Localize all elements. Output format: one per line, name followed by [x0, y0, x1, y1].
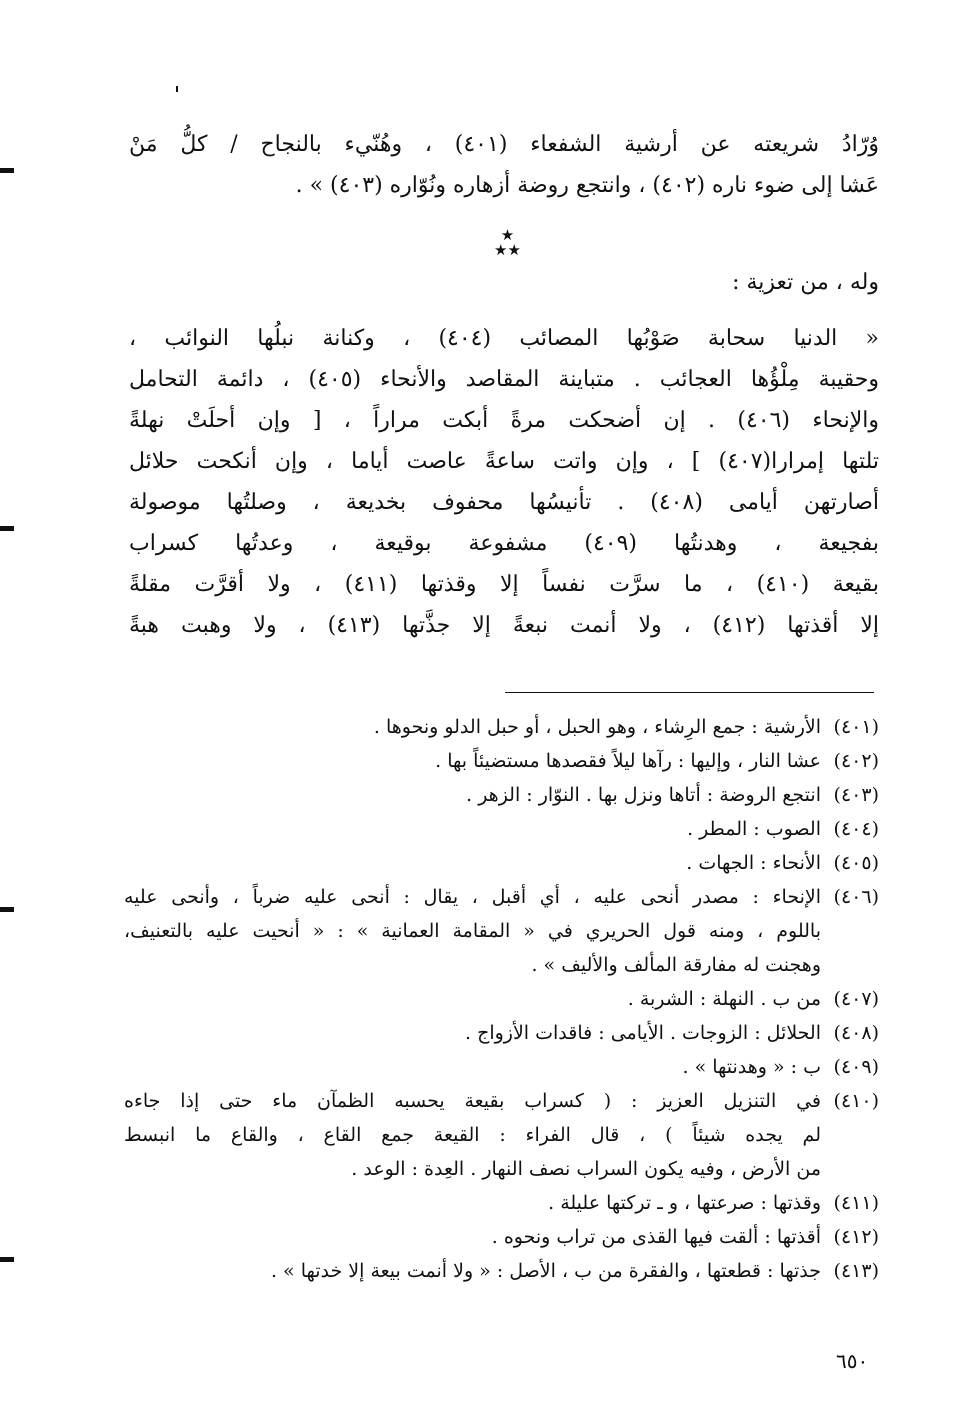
footnote-text: عشا النار ، وإليها : رآها ليلاً فقصدها مستضيئاً بها . [435, 750, 821, 772]
footnote-number: (٤٠٤) [833, 818, 879, 840]
footnote [124, 778, 879, 812]
footnote [124, 812, 879, 846]
footnote [124, 1016, 879, 1050]
footnote-number: (٤١٢) [833, 1226, 879, 1248]
footnote [124, 846, 879, 880]
paragraph-line: عَشا إلى ضوء ناره (٤٠٢) ، وانتجع روضة أزهاره ونُوّاره (٤٠٣) » . [295, 173, 879, 198]
footnote [124, 744, 879, 778]
margin-mark [0, 168, 14, 173]
paragraph-line: وحقيبة مِلْؤُها العجائب . متباينة المقاصد والأنحاء (٤٠٥) ، دائمة التحامل [129, 367, 879, 392]
margin-mark [0, 1257, 14, 1262]
footnote [124, 1220, 879, 1254]
footnote-number: (٤٠٨) [833, 1022, 879, 1044]
footnote [124, 1050, 879, 1084]
footnote [124, 982, 879, 1016]
footnote [124, 1254, 879, 1288]
paragraph-line: تلتها إمرارا(٤٠٧) ] ، وإن واتت ساعةً عاصت أياما ، وإن أنكحت حلائل [129, 449, 879, 474]
footnote-text: الحلائل : الزوجات . الأيامى : فاقدات الأزواج . [465, 1022, 821, 1044]
paragraph-line: بقيعة (٤١٠) ، ما سرَّت نفساً إلا وقذتها (٤١١) ، ولا أقرَّت مقلةً [129, 572, 879, 597]
paragraph-line: إلا أقذتها (٤١٢) ، ولا أنمت نبعةً إلا جذَّتها (٤١٣) ، ولا وهبت هبةً [129, 613, 879, 638]
footnote-number: (٤٠٧) [833, 988, 879, 1010]
footnote-text: الأنحاء : الجهات . [686, 852, 821, 874]
footnote-text: ب : « وهدنتها » . [682, 1056, 821, 1078]
main-paragraph [129, 318, 879, 646]
footnote-text: من الأرض ، وفيه يكون السراب نصف النهار . العِدة : الوعد . [351, 1158, 821, 1180]
footnote-number: (٤٠١) [833, 716, 879, 738]
margin-mark [0, 526, 14, 531]
footnote-number: (٤٠٥) [833, 852, 879, 874]
footnote [124, 710, 879, 744]
footnote-number: (٤١٠) [833, 1090, 879, 1112]
footnote-number: (٤٠٦) [833, 886, 879, 908]
footnote-number: (٤١٣) [833, 1260, 879, 1282]
footnote-text: وقذتها : صرعتها ، و ـ تركتها عليلة . [548, 1192, 821, 1214]
top-paragraph [129, 124, 879, 206]
paragraph-line: أصارتهن أيامى (٤٠٨) . تأنيسُها محفوف بخديعة ، وصلتُها موصولة [129, 490, 879, 515]
paragraph-line: « الدنيا سحابة صَوْبُها المصائب (٤٠٤) ، وكنانة نبلُها النوائب ، [129, 326, 879, 351]
star-glyph: ★★ [494, 241, 521, 259]
footnote-text: جذتها : قطعتها ، والفقرة من ب ، الأصل : « ولا أنمت بيعة إلا خدتها » . [270, 1260, 821, 1282]
paragraph-line: والإنحاء (٤٠٦) . إن أضحكت مرةً أبكت مراراً ، [ وإن أحلَتْ نهلةً [129, 408, 879, 433]
footnote [124, 1084, 879, 1186]
footnote-number: (٤٠٩) [833, 1056, 879, 1078]
footnote-text: أقذتها : ألقت فيها القذى من تراب ونحوه . [491, 1226, 821, 1248]
footnote-separator [505, 692, 874, 693]
footnote-text: الإنحاء : مصدر أنحى عليه ، أي أقبل ، يقال : أنحى عليه ضرباً ، وأنحى عليه [124, 886, 821, 908]
footnote-text: لم يجده شيئاً ) ، قال الفراء : القيعة جمع القاع ، والقاع ما انبسط [124, 1124, 821, 1146]
footnote-text: انتجع الروضة : أتاها ونزل بها . النوّار : الزهر . [466, 784, 821, 806]
footnote [124, 1186, 879, 1220]
paragraph-line: بفجيعة ، وهدنتُها (٤٠٩) مشفوعة بوقيعة ، وعدتُها كسراب [129, 531, 879, 556]
footnote-text: وهجنت له مفارقة المألف والأليف » . [531, 954, 821, 976]
footnote-text: باللوم ، ومنه قول الحريري في « المقامة العمانية » : « أنحيت عليه بالتعنيف، [124, 920, 821, 942]
footnote [124, 880, 879, 982]
footnote-text: من ب . النهلة : الشربة . [627, 988, 821, 1010]
separator-stars [494, 228, 521, 258]
star-glyph: ★ [500, 226, 515, 244]
margin-mark [0, 907, 14, 912]
page-number: ٦٥٠ [836, 1349, 869, 1373]
ink-mark [176, 86, 178, 92]
footnote-text: في التنزيل العزيز : ( كسراب بقيعة يحسبه الظمآن ماء حتى إذا جاءه [124, 1090, 821, 1112]
footnote-number: (٤٠٣) [833, 784, 879, 806]
footnote-text: الأرشية : جمع الرِشاء ، وهو الحبل ، أو حبل الدلو ونحوها . [373, 716, 821, 738]
section-heading: وله ، من تعزية : [732, 270, 879, 295]
footnote-number: (٤١١) [833, 1192, 879, 1214]
footnote-text: الصوب : المطر . [687, 818, 821, 840]
footnote-number: (٤٠٢) [833, 750, 879, 772]
paragraph-line: وُرّادُ شريعته عن أرشية الشفعاء (٤٠١) ، وهُنّيء بالنجاح / كلُّ مَنْ [129, 132, 879, 157]
footnotes [124, 710, 879, 1288]
